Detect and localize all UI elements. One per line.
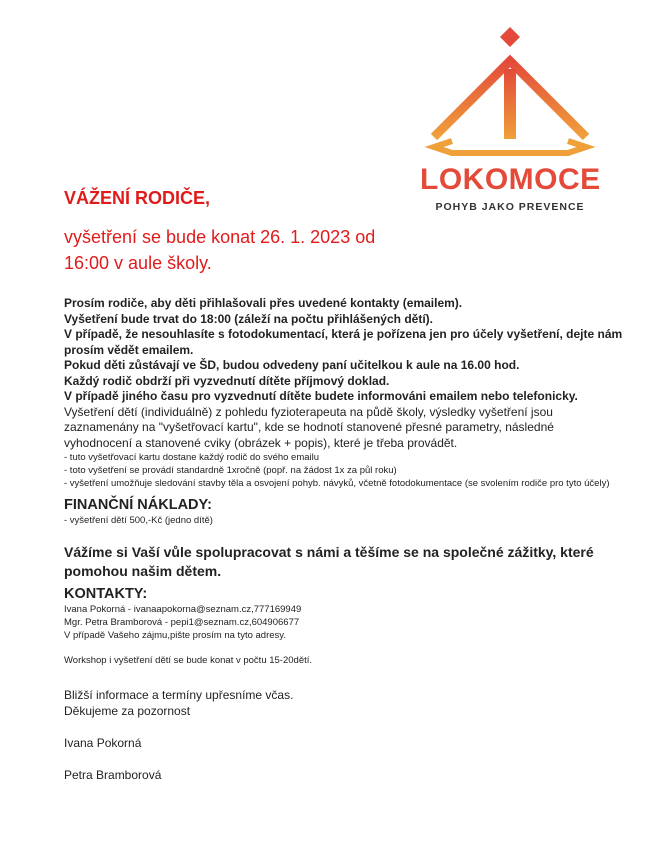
- date-line-2: 16:00 v aule školy.: [64, 253, 212, 273]
- intro-line: Prosím rodiče, aby děti přihlašovali přes uvedené kontakty (emailem).: [64, 296, 463, 310]
- signature-1: Ivana Pokorná: [64, 736, 142, 750]
- logo-name: LOKOMOCE: [420, 163, 601, 196]
- intro-line: Vyšetření bude trvat do 18:00 (záleží na počtu přihlášených dětí).: [64, 311, 433, 326]
- bullet-list: [64, 451, 624, 490]
- thanks-line: Děkujeme za pozornost: [64, 704, 191, 718]
- bullet-item: - toto vyšetření se provádí standardně 1xročně (popř. na žádost 1x za půl roku): [64, 465, 397, 476]
- intro-line: Pokud děti zůstávají ve ŠD, budou odvedeny paní učitelkou k aule na 16.00 hod.: [64, 358, 520, 372]
- info-line: Bližší informace a termíny upřesníme včas.: [64, 688, 294, 702]
- workshop-note: Workshop i vyšetření dětí se bude konat v počtu 15-20dětí.: [64, 655, 313, 666]
- date-line-1: vyšetření se bude konat 26. 1. 2023 od: [64, 227, 376, 247]
- contact-line: V případě Vašeho zájmu,pište prosím na tyto adresy.: [64, 630, 286, 641]
- bullet-item: - tuto vyšetřovací kartu dostane každý rodič do svého emailu: [64, 452, 320, 463]
- costs-line: - vyšetření dětí 500,-Kč (jedno dítě): [64, 515, 213, 526]
- lokomoce-logo: [420, 25, 600, 220]
- bullet-item: - vyšetření umožňuje sledování stavby těla a osvojení pohyb. návyků, včetně fotodokumentace (se svolením rodiče pro tyto účely): [64, 478, 610, 489]
- intro-line: V případě, že nesouhlasíte s fotodokumentací, která je pořízena jen pro účely vyšetření, dejte nám prosím vědět emailem.: [64, 327, 623, 357]
- contacts-list: [64, 603, 624, 642]
- greeting-heading: VÁŽENÍ RODIČE,: [64, 188, 211, 208]
- closing-block: [64, 687, 624, 783]
- contact-line: Ivana Pokorná - ivanaapokorna@seznam.cz,777169949: [64, 604, 302, 615]
- intro-line: V případě jiného času pro vyzvednutí dítěte budete informováni emailem nebo telefonicky.: [64, 389, 578, 403]
- signature-2: Petra Bramborová: [64, 768, 162, 782]
- intro-block: [64, 296, 624, 405]
- intro-line: Každý rodič obdrží při vyzvednutí dítěte příjmový doklad.: [64, 373, 390, 388]
- description-text: Vyšetření dětí (individuálně) z pohledu fyzioterapeuta na půdě školy, výsledky vyšetření jsou zaznamenány na "vyšetřovací kartu", kde se hodnotí stanovené přesné parametry, následné vyhodnocení a stanovené cviky (obrázek + popis), které je třeba provádět.: [64, 404, 554, 450]
- logo-tagline: POHYB JAKO PREVENCE: [435, 201, 585, 213]
- letter-body: [64, 296, 624, 783]
- logo-mark: [420, 25, 600, 160]
- contact-line: Mgr. Petra Bramborová - pepi1@seznam.cz,604906677: [64, 617, 300, 628]
- appreciation-text: Vážíme si Vaší vůle spolupracovat s námi a těšíme se na společné zážitky, které pomohou našim dětem.: [64, 544, 594, 579]
- costs-heading: FINANČNÍ NÁKLADY:: [64, 497, 212, 513]
- contacts-heading: KONTAKTY:: [64, 586, 148, 602]
- date-heading: [64, 224, 424, 276]
